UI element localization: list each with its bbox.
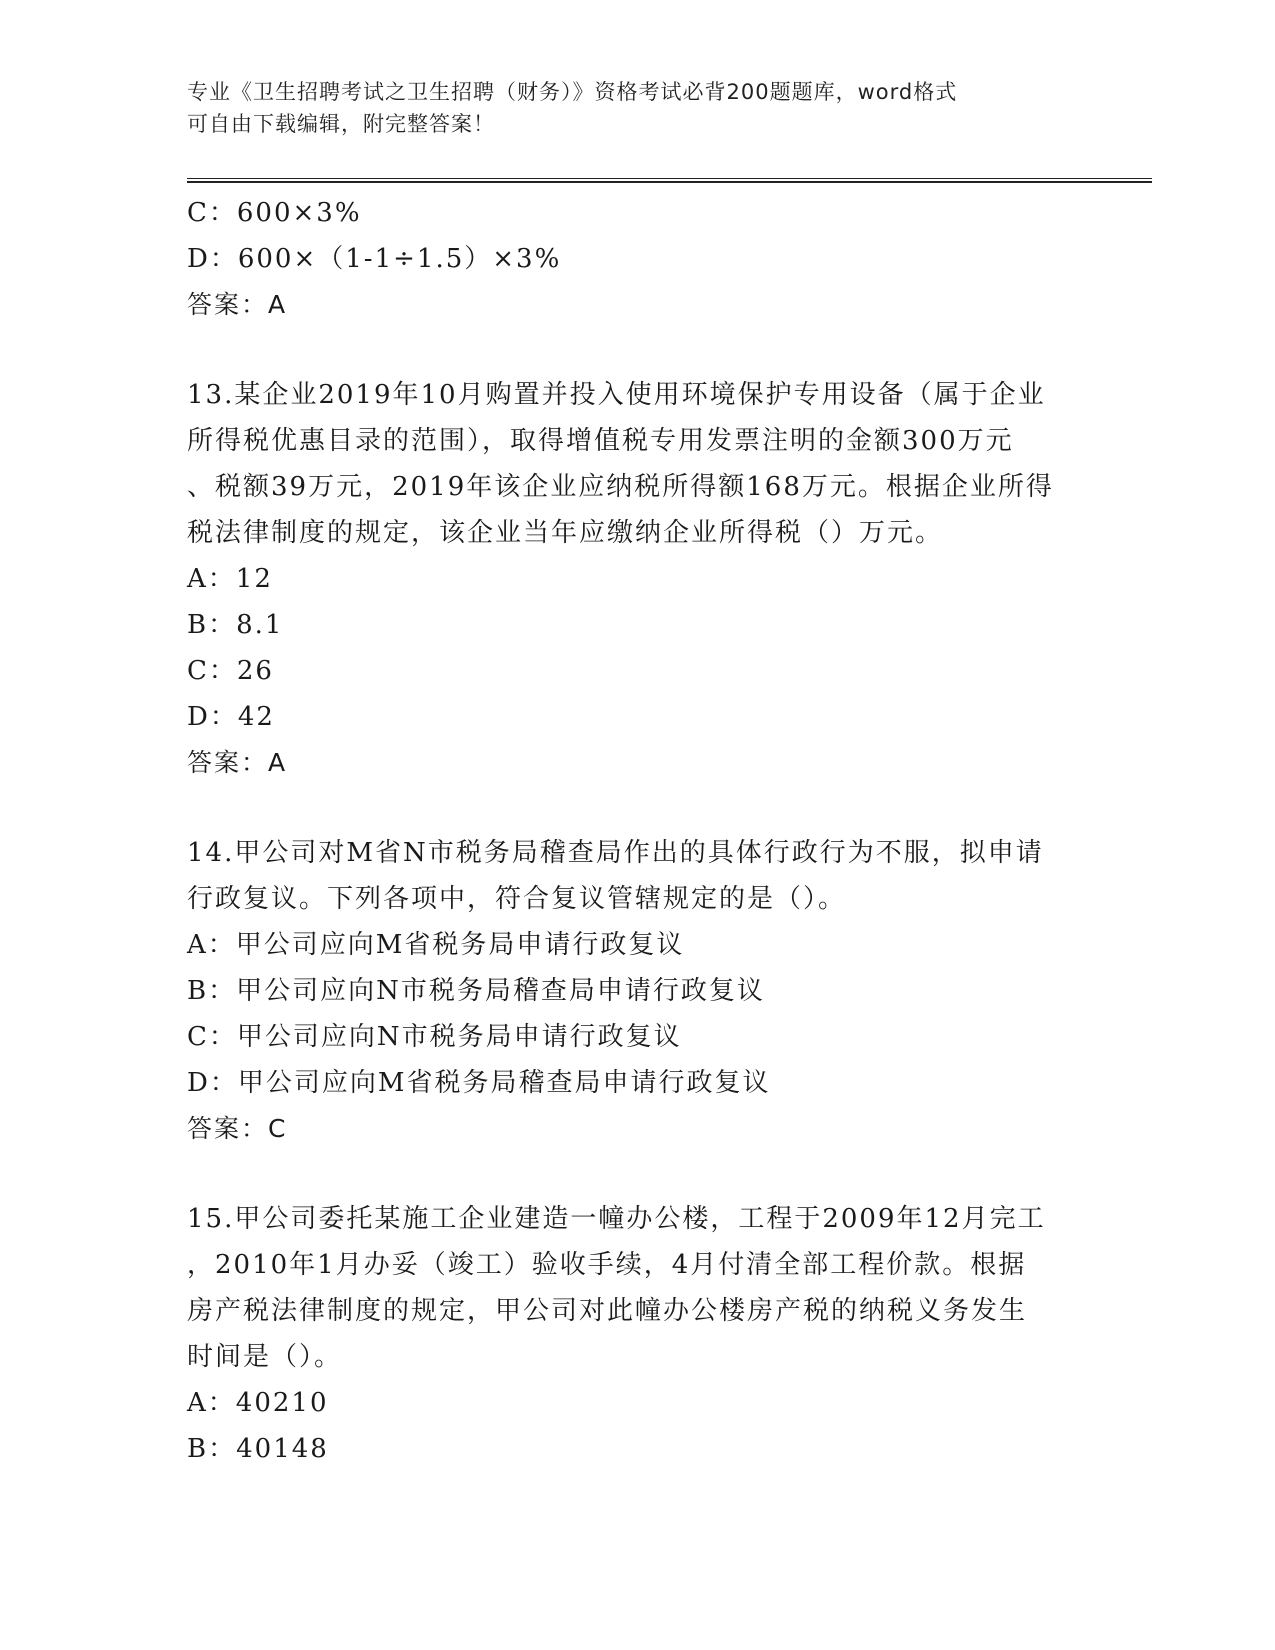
option-c: C：甲公司应向N市税务局申请行政复议 bbox=[187, 1022, 682, 1052]
option-d: D：600×（1-1÷1.5）×3% bbox=[187, 244, 562, 274]
header-divider-thick bbox=[187, 181, 1152, 183]
question-14-line-2: 行政复议。下列各项中，符合复议管辖规定的是（）。 bbox=[187, 884, 847, 914]
question-13 bbox=[187, 372, 1087, 786]
question-15-line-3: 房产税法律制度的规定，甲公司对此幢办公楼房产税的纳税义务发生 bbox=[187, 1296, 1028, 1326]
option-a: A：甲公司应向M省税务局申请行政复议 bbox=[187, 930, 685, 960]
question-13-line-1: 13.某企业2019年10月购置并投入使用环境保护专用设备（属于企业 bbox=[187, 380, 1046, 410]
question-15-line-4: 时间是（）。 bbox=[187, 1342, 343, 1372]
option-b: B：8.1 bbox=[187, 610, 284, 640]
document-header bbox=[187, 76, 1067, 140]
question-13-text bbox=[187, 372, 1087, 556]
header-divider-thin bbox=[187, 178, 1152, 179]
option-a: A：12 bbox=[187, 564, 273, 594]
question-14-text bbox=[187, 830, 1087, 922]
question-13-line-2: 所得税优惠目录的范围），取得增值税专用发票注明的金额300万元 bbox=[187, 426, 1014, 456]
question-13-line-3: 、税额39万元，2019年该企业应纳税所得额168万元。根据企业所得 bbox=[187, 472, 1054, 502]
answer-line: 答案：A bbox=[187, 748, 288, 777]
option-d: D：42 bbox=[187, 702, 275, 732]
answer-line: 答案：C bbox=[187, 1114, 288, 1143]
question-15-line-2: ，2010年1月办妥（竣工）验收手续，4月付清全部工程价款。根据 bbox=[187, 1250, 1027, 1280]
question-15-line-1: 15.甲公司委托某施工企业建造一幢办公楼，工程于2009年12月完工 bbox=[187, 1204, 1046, 1234]
question-14 bbox=[187, 830, 1087, 1152]
header-line-1: 专业《卫生招聘考试之卫生招聘（财务）》资格考试必背200题题库，word格式 bbox=[187, 80, 958, 104]
header-line-2: 可自由下载编辑，附完整答案！ bbox=[187, 112, 495, 136]
carryover-question bbox=[187, 190, 1087, 328]
question-list bbox=[187, 190, 1087, 1472]
option-b: B：甲公司应向N市税务局稽查局申请行政复议 bbox=[187, 976, 765, 1006]
answer-line: 答案：A bbox=[187, 290, 288, 319]
question-14-line-1: 14.甲公司对M省N市税务局稽查局作出的具体行政行为不服，拟申请 bbox=[187, 838, 1044, 868]
question-15-text bbox=[187, 1196, 1087, 1380]
option-a: A：40210 bbox=[187, 1388, 329, 1418]
option-b: B：40148 bbox=[187, 1434, 329, 1464]
option-c: C：600×3% bbox=[187, 198, 362, 228]
question-13-line-4: 税法律制度的规定，该企业当年应缴纳企业所得税（）万元。 bbox=[187, 518, 944, 548]
option-c: C：26 bbox=[187, 656, 274, 686]
question-15 bbox=[187, 1196, 1087, 1472]
option-d: D：甲公司应向M省税务局稽查局申请行政复议 bbox=[187, 1068, 771, 1098]
